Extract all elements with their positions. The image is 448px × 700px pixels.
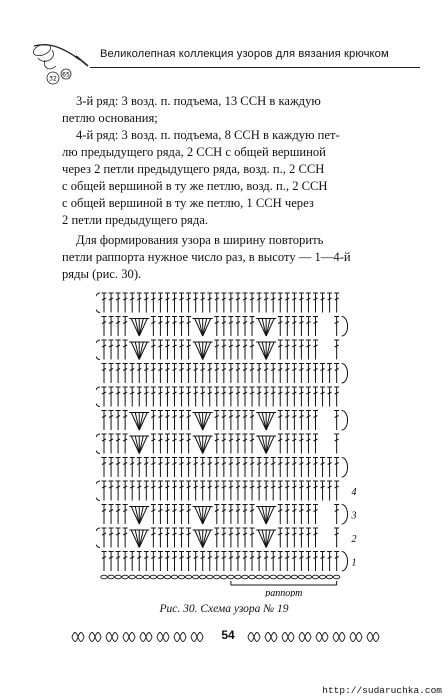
fan-symbol (135, 436, 139, 454)
fan-symbol (203, 436, 211, 454)
chain-stitch-symbol (178, 575, 184, 579)
chain-stitch-symbol (312, 575, 318, 579)
page-header (30, 38, 422, 90)
turning-chain-symbol (96, 434, 100, 454)
fan-symbol (203, 342, 211, 360)
fan-symbol (203, 342, 207, 360)
fan-symbol (199, 530, 203, 548)
text-line: петли раппорта нужное число раз, в высоту — 1—4-й (62, 250, 351, 264)
text-line: 2 петли предыдущего ряда. (62, 213, 208, 227)
page-number: 54 (221, 628, 235, 642)
ornament-motif (282, 633, 294, 642)
chain-stitch-symbol (228, 575, 234, 579)
fan-symbol (131, 342, 139, 360)
source-url: http://sudaruchka.com (322, 685, 442, 696)
text-line: с общей вершиной в ту же петлю, возд. п., 2 ССН (62, 179, 328, 193)
text-line: Для формирования узора в ширину повторить (76, 233, 324, 247)
chain-stitch-symbol (256, 575, 262, 579)
row-number-label: 2 (351, 534, 357, 545)
row-number-label: 4 (351, 487, 357, 498)
ornament-motif (123, 633, 135, 642)
fan-symbol (258, 507, 266, 525)
chain-stitch-symbol (192, 575, 198, 579)
fan-symbol (266, 530, 274, 548)
fan-symbol (203, 436, 207, 454)
ornament-motif (140, 633, 152, 642)
needle-thread-icon (30, 38, 92, 90)
fan-symbol (266, 319, 270, 337)
decorative-border-right (246, 625, 386, 649)
text-line: ряды (рис. 30). (62, 267, 142, 281)
fan-symbol (139, 507, 143, 525)
turning-chain-symbol (96, 387, 100, 407)
ornament-motif (72, 633, 84, 642)
chain-stitch-symbol (305, 575, 311, 579)
text-line: петлю основания; (62, 111, 158, 125)
fan-symbol (135, 342, 139, 360)
fan-symbol (266, 507, 270, 525)
chain-stitch-symbol (115, 575, 121, 579)
text-line: 4-й ряд: 3 возд. п. подъема, 8 ССН в каждую пет- (76, 128, 340, 142)
fan-symbol (131, 507, 139, 525)
chain-stitch-symbol (319, 575, 325, 579)
fan-symbol (266, 436, 270, 454)
fan-symbol (139, 507, 147, 525)
chain-stitch-symbol (108, 575, 114, 579)
fan-symbol (139, 436, 143, 454)
fan-symbol (262, 530, 266, 548)
fan-symbol (139, 413, 143, 431)
fan-symbol (203, 530, 207, 548)
chain-stitch-symbol (242, 575, 248, 579)
fan-symbol (199, 507, 203, 525)
row-number-label: 3 (351, 510, 357, 522)
fan-symbol (131, 436, 139, 454)
fan-symbol (203, 530, 211, 548)
chain-stitch-symbol (298, 575, 304, 579)
turning-chain-symbol (96, 528, 100, 548)
fan-symbol (139, 342, 147, 360)
chain-stitch-symbol (129, 575, 135, 579)
chain-stitch-symbol (207, 575, 213, 579)
ornament-motif (248, 633, 260, 642)
fan-symbol (258, 342, 266, 360)
turning-chain-symbol (342, 552, 348, 572)
figure-caption: Рис. 30. Схема узора № 19 (159, 603, 289, 615)
fan-symbol (258, 436, 266, 454)
chain-stitch-symbol (284, 575, 290, 579)
ornament-motif (157, 633, 169, 642)
fan-symbol (203, 413, 207, 431)
fan-symbol (266, 436, 274, 454)
chain-stitch-symbol (333, 575, 339, 579)
fan-symbol (139, 319, 143, 337)
instruction-text (62, 93, 400, 283)
fan-symbol (203, 507, 207, 525)
fan-symbol (258, 413, 266, 431)
fan-symbol (262, 342, 266, 360)
fan-symbol (199, 319, 203, 337)
decorative-border-left (70, 625, 210, 649)
chain-stitch-symbol (291, 575, 297, 579)
turning-chain-symbol (342, 505, 348, 525)
fan-symbol (195, 507, 203, 525)
fan-symbol (135, 530, 139, 548)
fan-symbol (266, 413, 270, 431)
emblem-number-2: 65 (62, 71, 70, 79)
chain-stitch-symbol (270, 575, 276, 579)
fan-symbol (203, 319, 207, 337)
turning-chain-symbol (342, 458, 348, 478)
chain-stitch-symbol (263, 575, 269, 579)
chain-stitch-symbol (221, 575, 227, 579)
row-number-label: 1 (351, 557, 357, 569)
ornament-motif (350, 633, 362, 642)
fan-symbol (199, 436, 203, 454)
turning-chain-symbol (96, 340, 100, 360)
fan-symbol (258, 319, 266, 337)
fan-symbol (139, 413, 147, 431)
turning-chain-symbol (342, 411, 348, 431)
fan-symbol (266, 413, 274, 431)
ornament-motif (89, 633, 101, 642)
chain-stitch-symbol (150, 575, 156, 579)
fan-symbol (131, 319, 139, 337)
text-line: лю предыдущего ряда, 2 ССН с общей вершиной (62, 145, 326, 159)
fan-symbol (199, 342, 203, 360)
chain-stitch-symbol (143, 575, 149, 579)
ornament-motif (316, 633, 328, 642)
chain-stitch-symbol (101, 575, 107, 579)
fan-symbol (262, 507, 266, 525)
fan-symbol (195, 530, 203, 548)
emblem-number-1: 32 (49, 75, 57, 83)
fan-symbol (139, 436, 147, 454)
chain-stitch-symbol (185, 575, 191, 579)
chain-stitch-symbol (157, 575, 163, 579)
fan-symbol (139, 342, 143, 360)
header-rule (90, 67, 420, 68)
fan-symbol (131, 413, 139, 431)
ornament-motif (367, 633, 379, 642)
text-line: с общей вершиной в ту же петлю, 1 ССН через (62, 196, 314, 210)
chain-stitch-symbol (136, 575, 142, 579)
fan-symbol (139, 319, 147, 337)
text-line: 3-й ряд: 3 возд. п. подъема, 13 ССН в каждую (76, 94, 321, 108)
fan-symbol (195, 436, 203, 454)
fan-symbol (139, 530, 147, 548)
crochet-chart (96, 287, 366, 597)
fan-symbol (266, 342, 270, 360)
ornament-motif (333, 633, 345, 642)
fan-symbol (135, 413, 139, 431)
fan-symbol (203, 319, 211, 337)
ornament-motif (191, 633, 203, 642)
ornament-motif (265, 633, 277, 642)
ornament-motif (299, 633, 311, 642)
fan-symbol (195, 342, 203, 360)
text-line: через 2 петли предыдущего ряда, возд. п., 2 ССН (62, 162, 325, 176)
chain-stitch-symbol (171, 575, 177, 579)
fan-symbol (258, 530, 266, 548)
chain-stitch-symbol (326, 575, 332, 579)
fan-symbol (266, 319, 274, 337)
chain-stitch-symbol (249, 575, 255, 579)
fan-symbol (262, 413, 266, 431)
fan-symbol (266, 530, 270, 548)
fan-symbol (266, 507, 274, 525)
ornament-motif (106, 633, 118, 642)
fan-symbol (203, 507, 211, 525)
fan-symbol (131, 530, 139, 548)
turning-chain-symbol (96, 481, 100, 501)
book-title: Великолепная коллекция узоров для вязания крючком (100, 48, 389, 60)
fan-symbol (199, 413, 203, 431)
fan-symbol (266, 342, 274, 360)
rapport-label: раппорт (265, 588, 303, 597)
chain-stitch-symbol (164, 575, 170, 579)
fan-symbol (195, 319, 203, 337)
turning-chain-symbol (342, 317, 348, 337)
fan-symbol (135, 507, 139, 525)
chain-stitch-symbol (214, 575, 220, 579)
fan-symbol (262, 436, 266, 454)
fan-symbol (195, 413, 203, 431)
chain-stitch-symbol (235, 575, 241, 579)
page-footer (70, 625, 386, 649)
fan-symbol (262, 319, 266, 337)
fan-symbol (135, 319, 139, 337)
fan-symbol (203, 413, 211, 431)
ornament-motif (174, 633, 186, 642)
chain-stitch-symbol (277, 575, 283, 579)
chain-stitch-symbol (122, 575, 128, 579)
turning-chain-symbol (342, 364, 348, 384)
turning-chain-symbol (96, 293, 100, 313)
fan-symbol (139, 530, 143, 548)
chain-stitch-symbol (200, 575, 206, 579)
